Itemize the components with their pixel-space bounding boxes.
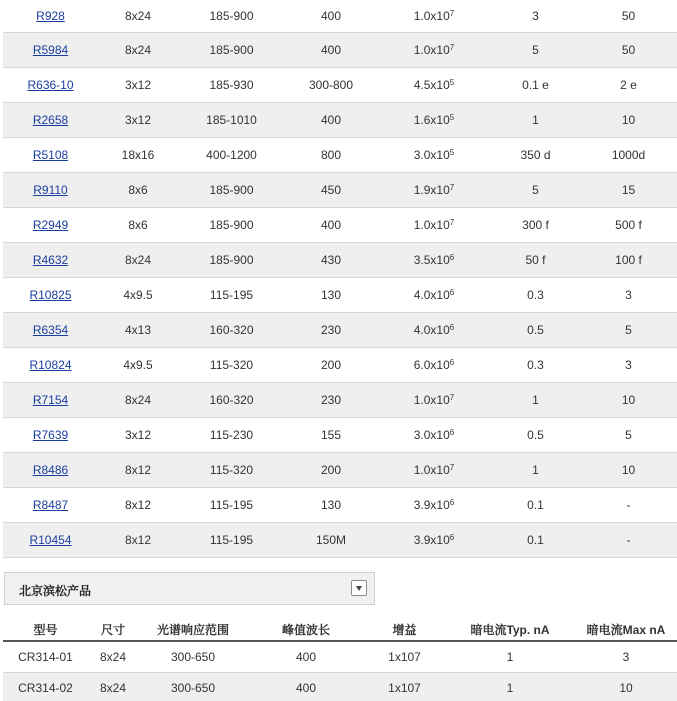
peak-cell: 800	[285, 137, 377, 172]
gain-exponent: 7	[449, 42, 455, 52]
size-cell: 8x6	[98, 207, 178, 242]
dark-typ-cell: 0.1 e	[491, 67, 580, 102]
size-cell: 8x24	[98, 382, 178, 417]
dropdown-toggle-button[interactable]	[351, 580, 367, 596]
dark-max-cell: 5	[580, 312, 677, 347]
size-cell: 3x12	[98, 417, 178, 452]
dark-max-cell: 10	[580, 452, 677, 487]
gain-mantissa: 1.0x10	[413, 392, 450, 407]
dark-max-cell: 3	[575, 641, 677, 672]
model-link[interactable]: R4632	[32, 252, 69, 267]
model-cell	[3, 452, 98, 487]
dark-max-cell: 5	[580, 417, 677, 452]
dark-typ-cell: 300 f	[491, 207, 580, 242]
model-link[interactable]: R6354	[32, 322, 69, 337]
range-cell: 185-900	[178, 172, 285, 207]
range-cell: 185-900	[178, 0, 285, 32]
range-cell: 115-195	[178, 487, 285, 522]
gain-cell	[377, 0, 491, 32]
gain-mantissa: 3.0x10	[413, 147, 450, 162]
dark-typ-cell: 1	[491, 382, 580, 417]
range-cell: 185-900	[178, 242, 285, 277]
model-cell	[3, 347, 98, 382]
dark-typ-cell: 1	[445, 641, 575, 672]
model-cell	[3, 137, 98, 172]
dark-max-cell: 1000d	[580, 137, 677, 172]
size-cell: 8x24	[98, 32, 178, 67]
peak-cell: 150M	[285, 522, 377, 557]
peak-cell: 400	[285, 0, 377, 32]
table-row	[3, 347, 677, 382]
peak-cell: 155	[285, 417, 377, 452]
range-cell: 160-320	[178, 312, 285, 347]
table-row	[3, 641, 677, 672]
gain-exponent: 7	[449, 392, 455, 402]
dark-typ-cell: 5	[491, 172, 580, 207]
model-link[interactable]: R10824	[29, 357, 72, 372]
gain-exponent: 6	[449, 322, 455, 332]
gain-exponent: 5	[449, 112, 455, 122]
gain-mantissa: 3.5x10	[413, 252, 450, 267]
dark-typ-cell: 5	[491, 32, 580, 67]
header-gain: 增益	[364, 619, 445, 641]
table-row	[3, 522, 677, 557]
section-header[interactable]	[4, 572, 375, 605]
peak-cell: 400	[285, 207, 377, 242]
gain-exponent: 7	[449, 8, 455, 18]
range-cell: 300-650	[138, 641, 248, 672]
range-cell: 300-650	[138, 672, 248, 701]
gain-exponent: 6	[449, 287, 455, 297]
size-cell: 4x9.5	[98, 347, 178, 382]
gain-mantissa: 6.0x10	[413, 357, 450, 372]
section-title: 北京滨松产品	[19, 584, 92, 598]
cr-table-body	[3, 641, 677, 701]
model-link[interactable]: R5108	[32, 147, 69, 162]
peak-cell: 230	[285, 312, 377, 347]
range-cell: 400-1200	[178, 137, 285, 172]
peak-cell: 230	[285, 382, 377, 417]
model-cell	[3, 32, 98, 67]
range-cell: 115-320	[178, 452, 285, 487]
dark-max-cell: -	[580, 522, 677, 557]
gain-cell	[377, 417, 491, 452]
gain-mantissa: 1.0x10	[413, 8, 450, 23]
gain-cell	[377, 487, 491, 522]
table-row	[3, 242, 677, 277]
dark-max-cell: 3	[580, 347, 677, 382]
gain-cell	[377, 242, 491, 277]
gain-exponent: 6	[449, 532, 455, 542]
table-row	[3, 207, 677, 242]
model-link[interactable]: R10825	[29, 287, 72, 302]
model-cell	[3, 312, 98, 347]
range-cell: 185-930	[178, 67, 285, 102]
model-cell	[3, 417, 98, 452]
dark-max-cell: 2 e	[580, 67, 677, 102]
dark-typ-cell: 0.3	[491, 277, 580, 312]
model-cell: CR314-01	[3, 641, 88, 672]
gain-cell	[377, 67, 491, 102]
gain-mantissa: 4.5x10	[413, 77, 450, 92]
dark-max-cell: 10	[580, 382, 677, 417]
dark-typ-cell: 1	[491, 102, 580, 137]
dark-max-cell: 10	[575, 672, 677, 701]
gain-cell	[377, 382, 491, 417]
model-link[interactable]: R928	[36, 8, 65, 23]
gain-cell	[377, 312, 491, 347]
peak-cell: 400	[248, 641, 364, 672]
gain-exponent: 7	[449, 217, 455, 227]
header-model: 型号	[3, 619, 88, 641]
table-row	[3, 312, 677, 347]
table-row	[3, 0, 677, 32]
header-range: 光谱响应范围	[138, 619, 248, 641]
gain-mantissa: 3.0x10	[413, 427, 450, 442]
size-cell: 8x24	[98, 242, 178, 277]
table-header-row	[3, 619, 677, 641]
header-dark-max: 暗电流Max nA	[575, 619, 677, 641]
dark-max-cell: 10	[580, 102, 677, 137]
range-cell: 115-195	[178, 277, 285, 312]
model-link[interactable]: R8487	[32, 497, 69, 512]
dark-typ-cell: 3	[491, 0, 580, 32]
model-cell	[3, 277, 98, 312]
table-row	[3, 32, 677, 67]
model-link[interactable]: R10454	[29, 532, 72, 547]
gain-exponent: 6	[449, 497, 455, 507]
size-cell: 8x24	[88, 641, 138, 672]
dark-typ-cell: 50 f	[491, 242, 580, 277]
peak-cell: 300-800	[285, 67, 377, 102]
gain-exponent: 7	[449, 462, 455, 472]
gain-cell	[377, 102, 491, 137]
peak-cell: 200	[285, 347, 377, 382]
table-row	[3, 672, 677, 701]
model-cell	[3, 172, 98, 207]
gain-mantissa: 1.9x10	[413, 182, 450, 197]
peak-cell: 400	[248, 672, 364, 701]
dark-typ-cell: 1	[491, 452, 580, 487]
size-cell: 8x24	[98, 0, 178, 32]
peak-cell: 200	[285, 452, 377, 487]
gain-mantissa: 4.0x10	[413, 322, 450, 337]
dark-max-cell: 15	[580, 172, 677, 207]
model-cell	[3, 487, 98, 522]
gain-cell	[377, 452, 491, 487]
size-cell: 3x12	[98, 102, 178, 137]
table-row	[3, 417, 677, 452]
range-cell: 185-900	[178, 207, 285, 242]
gain-exponent: 6	[449, 427, 455, 437]
gain-cell	[377, 32, 491, 67]
model-link[interactable]: R8486	[32, 462, 69, 477]
table-row	[3, 67, 677, 102]
table-row	[3, 382, 677, 417]
model-cell	[3, 242, 98, 277]
gain-exponent: 6	[449, 357, 455, 367]
dark-max-cell: 3	[580, 277, 677, 312]
size-cell: 18x16	[98, 137, 178, 172]
dark-max-cell: 500 f	[580, 207, 677, 242]
peak-cell: 430	[285, 242, 377, 277]
gain-exponent: 6	[449, 252, 455, 262]
size-cell: 8x12	[98, 487, 178, 522]
cr-product-table	[3, 619, 677, 701]
range-cell: 115-195	[178, 522, 285, 557]
table-row	[3, 452, 677, 487]
gain-mantissa: 1.6x10	[413, 112, 450, 127]
dark-max-cell: 50	[580, 0, 677, 32]
size-cell: 8x6	[98, 172, 178, 207]
model-link[interactable]: R7154	[32, 392, 69, 407]
gain-cell	[377, 207, 491, 242]
model-link[interactable]: R5984	[32, 42, 69, 57]
dark-typ-cell: 0.1	[491, 487, 580, 522]
size-cell: 4x9.5	[98, 277, 178, 312]
range-cell: 115-230	[178, 417, 285, 452]
pmt-table-body	[3, 0, 677, 557]
dark-typ-cell: 0.3	[491, 347, 580, 382]
gain-mantissa: 1.0x10	[413, 217, 450, 232]
gain-cell: 1x107	[364, 672, 445, 701]
gain-cell: 1x107	[364, 641, 445, 672]
gain-cell	[377, 137, 491, 172]
model-link[interactable]: R9110	[33, 182, 68, 197]
header-dark-typ: 暗电流Typ. nA	[445, 619, 575, 641]
dark-typ-cell: 0.1	[491, 522, 580, 557]
dark-max-cell: 50	[580, 32, 677, 67]
dark-typ-cell: 0.5	[491, 312, 580, 347]
dark-typ-cell: 350 d	[491, 137, 580, 172]
table-row	[3, 102, 677, 137]
dark-max-cell: 100 f	[580, 242, 677, 277]
gain-mantissa: 3.9x10	[413, 532, 450, 547]
gain-exponent: 5	[449, 77, 455, 87]
model-cell	[3, 102, 98, 137]
dark-max-cell: -	[580, 487, 677, 522]
model-cell: CR314-02	[3, 672, 88, 701]
gain-exponent: 7	[449, 182, 455, 192]
range-cell: 185-900	[178, 32, 285, 67]
model-cell	[3, 522, 98, 557]
peak-cell: 400	[285, 102, 377, 137]
gain-cell	[377, 277, 491, 312]
header-size: 尺寸	[88, 619, 138, 641]
dark-typ-cell: 0.5	[491, 417, 580, 452]
model-link[interactable]: R7639	[32, 427, 69, 442]
range-cell: 185-1010	[178, 102, 285, 137]
range-cell: 115-320	[178, 347, 285, 382]
pmt-product-table	[3, 0, 677, 558]
gain-mantissa: 4.0x10	[413, 287, 450, 302]
gain-mantissa: 3.9x10	[413, 497, 450, 512]
table-row	[3, 487, 677, 522]
peak-cell: 400	[285, 32, 377, 67]
model-cell	[3, 0, 98, 32]
size-cell: 3x12	[98, 67, 178, 102]
table-row	[3, 277, 677, 312]
gain-cell	[377, 172, 491, 207]
dark-typ-cell: 1	[445, 672, 575, 701]
size-cell: 8x24	[88, 672, 138, 701]
size-cell: 8x12	[98, 452, 178, 487]
model-link[interactable]: R2658	[32, 112, 69, 127]
gain-mantissa: 1.0x10	[413, 462, 450, 477]
gain-exponent: 5	[449, 147, 455, 157]
model-link[interactable]: R636-10	[27, 77, 74, 92]
size-cell: 4x13	[98, 312, 178, 347]
table-row	[3, 172, 677, 207]
gain-mantissa: 1.0x10	[413, 42, 450, 57]
gain-cell	[377, 347, 491, 382]
model-cell	[3, 382, 98, 417]
model-cell	[3, 67, 98, 102]
range-cell: 160-320	[178, 382, 285, 417]
header-peak: 峰值波长	[248, 619, 364, 641]
model-link[interactable]: R2949	[32, 217, 69, 232]
chevron-down-icon	[356, 586, 362, 591]
peak-cell: 130	[285, 277, 377, 312]
model-cell	[3, 207, 98, 242]
peak-cell: 450	[285, 172, 377, 207]
peak-cell: 130	[285, 487, 377, 522]
gain-cell	[377, 522, 491, 557]
size-cell: 8x12	[98, 522, 178, 557]
table-row	[3, 137, 677, 172]
